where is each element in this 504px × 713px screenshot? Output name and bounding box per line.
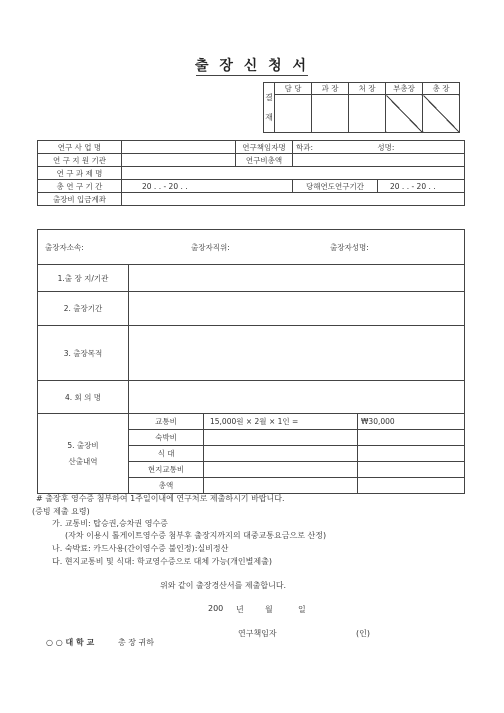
project-info-table [37,140,465,206]
purpose-field[interactable] [129,326,465,381]
account-field[interactable] [122,193,465,206]
expense-formula-field[interactable] [204,462,358,478]
expense-amount-field[interactable] [358,446,465,462]
pi-label: 연구책임자명 [236,141,293,154]
university-name: ○ ○ 대 학 교 [46,638,95,647]
approval-header-staff: 담 당 [275,83,312,95]
notes-line-2: (증빙 제출 요령) [32,507,90,516]
project-name-field[interactable] [122,141,236,154]
notes-line-5: 나. 숙박료: 카드사용(간이영수증 불인정):실비정산 [52,544,229,553]
project-title-field[interactable] [122,167,465,180]
trip-period-field[interactable] [129,292,465,326]
person-name-label: 성명: [377,142,395,152]
seal-mark[interactable]: (인) [356,629,370,638]
traveler-row [38,230,465,265]
expense-amount-field[interactable]: ₩30,000 [358,414,465,430]
expense-formula-field[interactable] [204,430,358,446]
notes-line-6: 다. 현지교통비 및 식대: 학교영수증으로 대체 가능(개인별제출) [52,557,272,566]
approval-header-section-chief: 과 장 [312,83,349,95]
expense-label-line1: 5. 출장비 [67,440,99,450]
approval-side-label-bottom: 재 [265,112,273,122]
approval-side-label-top: 결 [265,92,273,102]
submission-statement: 위와 같이 출장경산서를 제출합니다. [160,581,287,590]
sign-box-director[interactable] [349,95,386,133]
total-period-label: 총 연 구 기 간 [38,180,122,193]
project-title-label: 연 구 과 제 명 [38,167,122,180]
approval-header-director: 처 장 [349,83,386,95]
expense-item-label: 식 대 [129,446,204,462]
expense-formula-field[interactable] [204,478,358,494]
expense-amount-field[interactable] [358,430,465,446]
sign-box-president [423,95,460,133]
expense-formula-field[interactable] [204,446,358,462]
expense-formula-field[interactable]: 15,000원 × 2월 × 1인 = [204,414,358,430]
expense-label [38,414,129,494]
title-underline [196,75,308,76]
date-year-unit: 년 [236,605,244,614]
expense-item-label: 총액 [129,478,204,494]
sign-box-section-chief[interactable] [312,95,349,133]
total-period-field[interactable]: 20 . . - 20 . . [122,180,293,193]
destination-field[interactable] [129,265,465,292]
meeting-label: 4. 회 의 명 [38,381,129,414]
signer-label: 연구책임자 [238,629,277,638]
expense-label-line2: 산출내역 [68,456,98,466]
expense-amount-field[interactable] [358,462,465,478]
meeting-field[interactable] [129,381,465,414]
notes-line-1: # 출장후 영수증 첨부하여 1주일이내에 연구처로 제출하시기 바랍니다. [36,494,285,503]
project-name-label: 연구 사 업 명 [38,141,122,154]
date-year[interactable]: 200 [208,604,224,613]
approval-table [263,82,460,133]
trip-info-table [37,229,465,494]
support-org-field[interactable] [122,154,236,167]
support-org-label: 연 구 지 원 기관 [38,154,122,167]
document-title: 출 장 신 청 서 [194,58,310,74]
expense-item-label: 현지교통비 [129,462,204,478]
notes-line-4: (자차 이용시 톨게이트영수증 첨부후 출장지까지의 대중교통요금으로 산정) [65,531,327,540]
notes-line-3: 가. 교통비: 탑승권,승차권 영수증 [52,519,168,528]
sign-box-staff[interactable] [275,95,312,133]
year-period-field[interactable]: 20 . . - 20 . . [378,180,465,193]
expense-amount-field[interactable] [358,478,465,494]
budget-label: 연구비총액 [236,154,293,167]
approval-header-vice-president: 부총장 [386,83,423,95]
dept-label: 학과: [296,142,314,152]
destination-label: 1.출 장 지/기관 [38,265,129,292]
pi-field[interactable] [293,141,465,154]
date-day[interactable]: 일 [298,605,306,614]
trip-period-label: 2. 출장기간 [38,292,129,326]
date-month[interactable]: 월 [265,605,273,614]
year-period-label: 당해연도연구기간 [293,180,378,193]
position-label: 출장자직위: [191,243,230,252]
sign-box-vice-president [386,95,423,133]
approval-header-president: 총 장 [423,83,460,95]
traveler-name-label: 출장자성명: [330,243,369,252]
expense-item-label: 교통비 [129,414,204,430]
approval-side-label [264,83,275,133]
expense-item-label: 숙박비 [129,430,204,446]
budget-field[interactable] [293,154,465,167]
addressee: 총 장 귀하 [118,638,154,647]
account-label: 출장비 입금계좌 [38,193,122,206]
affiliation-label: 출장자소속: [45,243,84,252]
purpose-label: 3. 출장목적 [38,326,129,381]
